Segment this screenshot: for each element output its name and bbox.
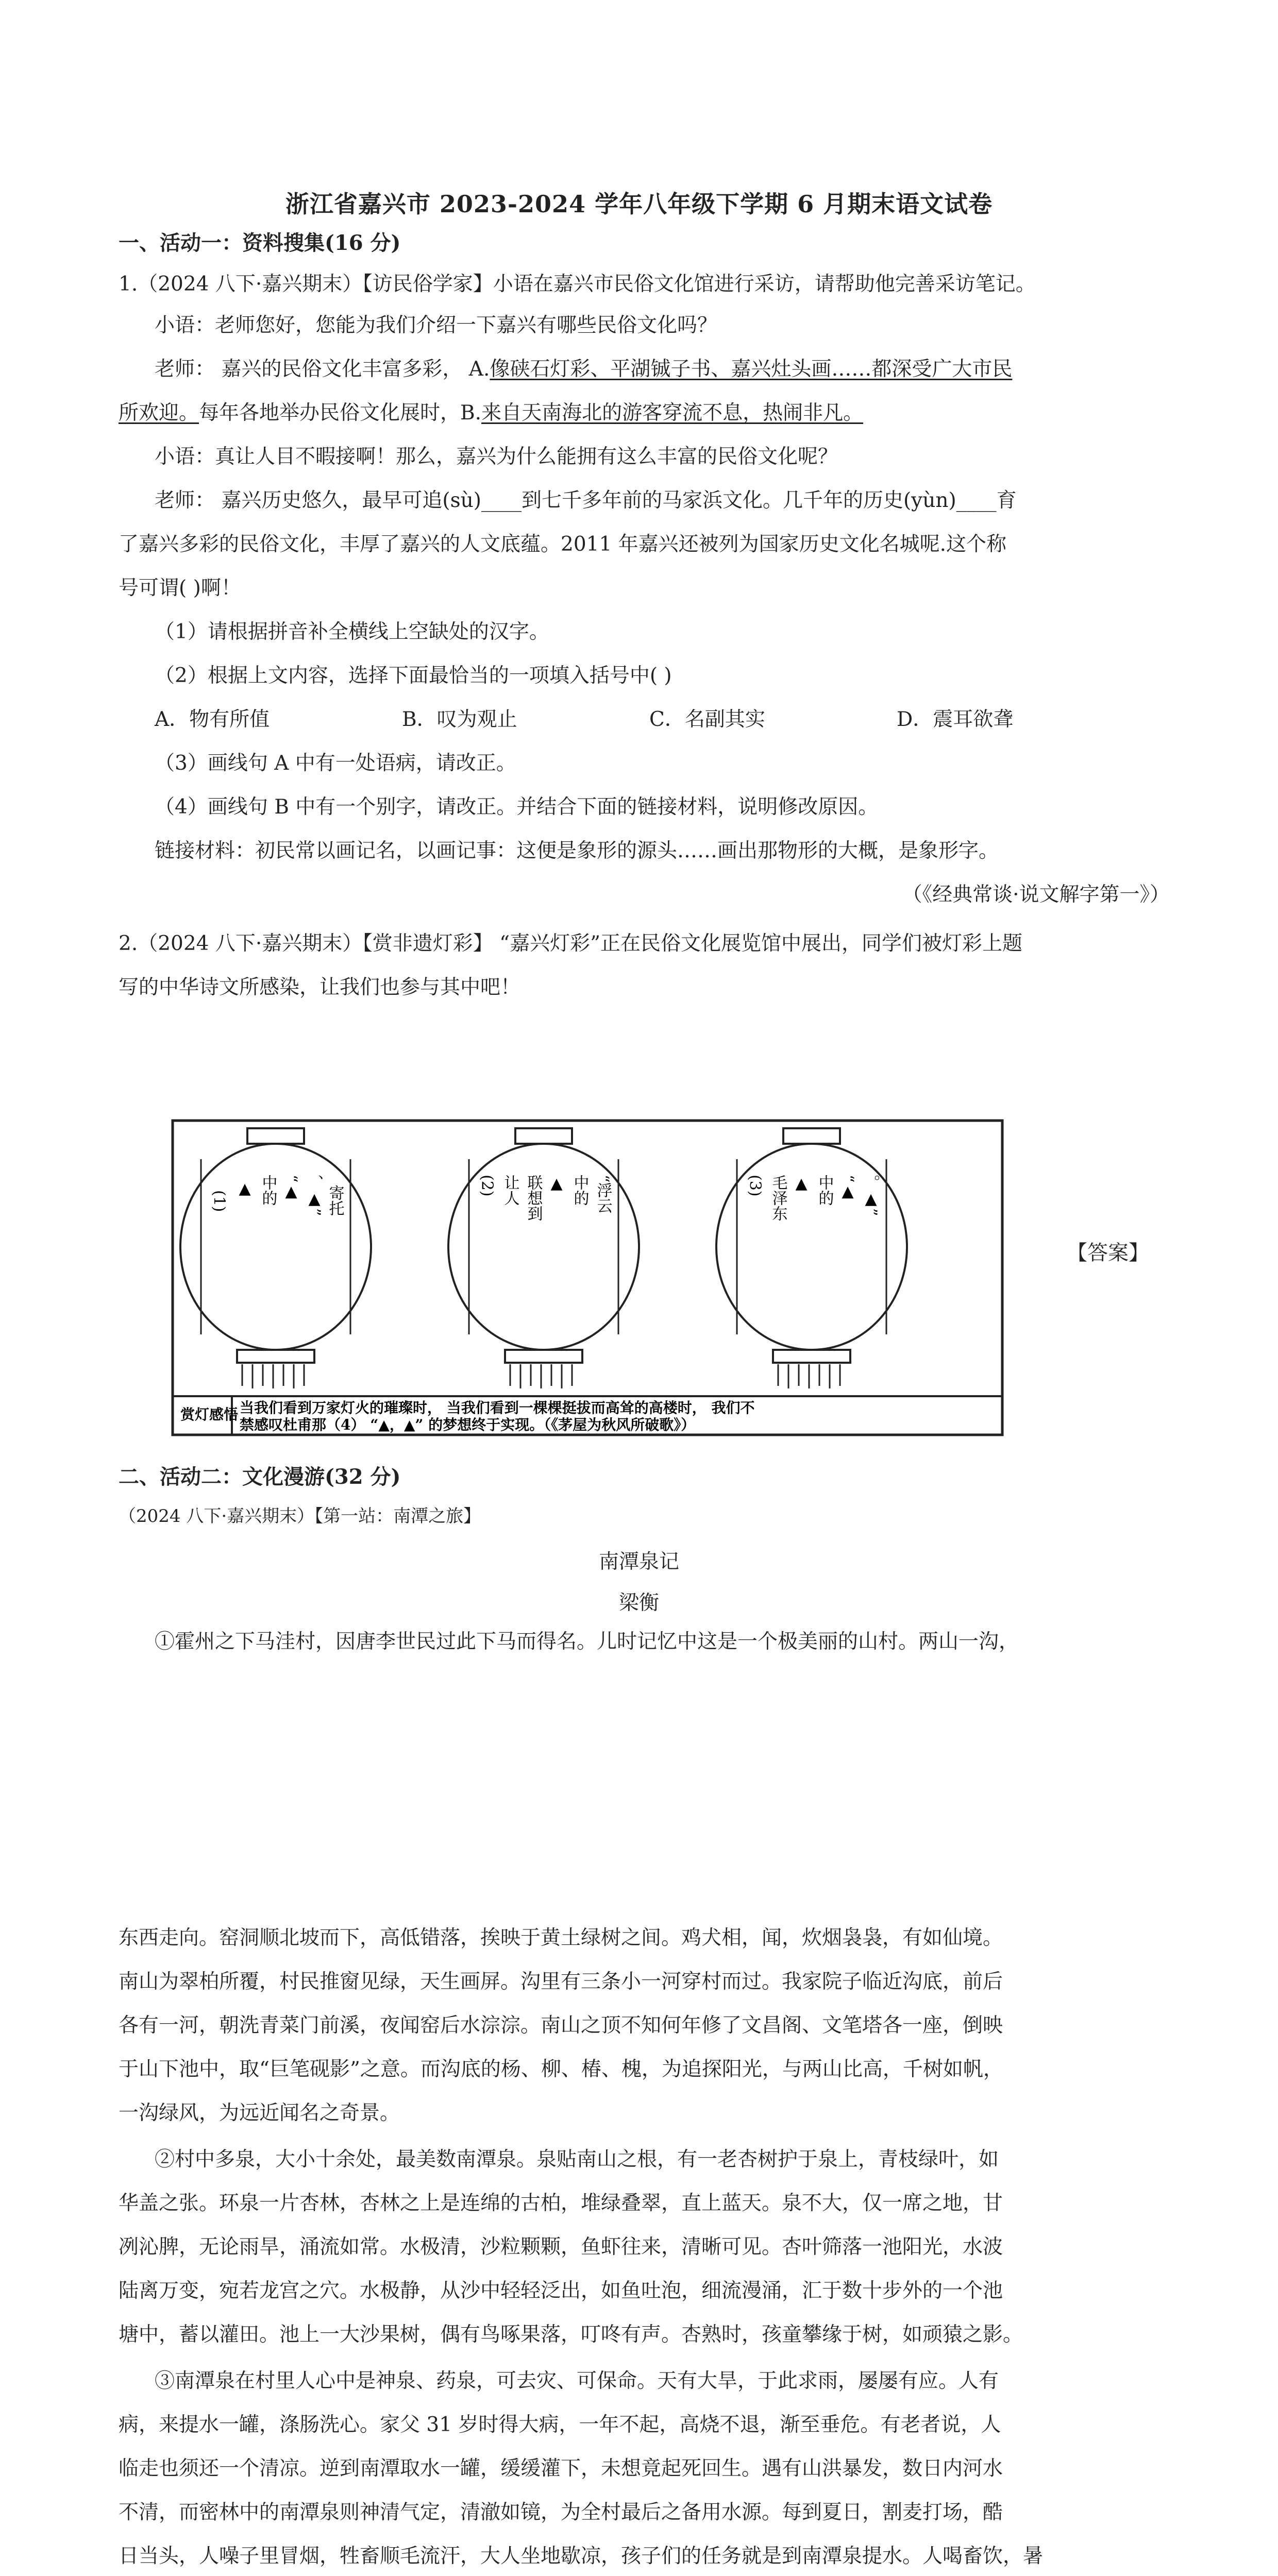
lantern-2 — [448, 1128, 639, 1388]
paragraph-line: 病，来提水一罐，涤肠洗心。家父 31 岁时得大病，一年不起，高烧不退，渐至垂危。有老者说，人 — [119, 2413, 1001, 2436]
paragraph-line: ②村中多泉，大小十余处，最美数南潭泉。泉贴南山之根，有一老杏树护于泉上，青枝绿叶，如 — [155, 2148, 999, 2171]
paragraph-line: 各有一河，朝洗青菜门前溪，夜闻窑后水淙淙。南山之顶不知何年修了文昌阁、文笔塔各一座，倒映 — [119, 2014, 1003, 2037]
lantern-text: ▲ — [236, 1180, 254, 1198]
q1-line: 老师： 嘉兴历史悠久，最早可追(sù)____到七千多年前的马家浜文化。几千年的历史(yùn)____育 — [155, 489, 1017, 512]
page-title: 浙江省嘉兴市 2023-2024 学年八年级下学期 6 月期末语文试卷 — [285, 190, 993, 218]
paragraph-line: 华盖之张。环泉一片杏林，杏林之上是连绵的古柏，堆绿叠翠，直上蓝天。泉不大，仅一席之地，甘 — [119, 2192, 1003, 2215]
q1-intro: 1.（2024 八下·嘉兴期末）【访民俗学家】小语在嘉兴市民俗文化馆进行采访，请帮助他完善采访笔记。 — [119, 273, 1036, 296]
lantern-figure — [170, 1118, 1005, 1437]
lantern-text: ▲ — [547, 1175, 566, 1193]
q1-sub-question: （3）画线句 A 中有一处语病，请改正。 — [155, 752, 516, 775]
option-c: C．名副其实 — [649, 708, 765, 731]
essay-title: 南潭泉记 — [598, 1550, 679, 1573]
link-source: （《经典常谈·说文解字第一》） — [902, 883, 1170, 906]
answer-label: 【答案】 — [1067, 1241, 1149, 1265]
option-a: A．物有所值 — [155, 708, 270, 731]
q1-text: 老师： 嘉兴的民俗文化丰富多彩， A. — [155, 358, 490, 381]
lantern-1 — [180, 1128, 371, 1388]
option-d: D．震耳欲聋 — [897, 708, 1014, 731]
q1-text: 每年各地举办民俗文化展时，B. — [199, 401, 482, 425]
lantern-text: 联想到 — [524, 1175, 543, 1221]
lantern-text: “浮云 — [594, 1175, 612, 1214]
q1-sub-question: （1）请根据拼音补全横线上空缺处的汉字。 — [155, 620, 549, 643]
banner-label: 赏灯感悟 — [180, 1406, 239, 1423]
lantern-text: 毛泽东 — [769, 1175, 787, 1221]
lantern-text: (3) — [746, 1175, 764, 1197]
lantern-text: (2) — [478, 1175, 496, 1197]
q1-line: 了嘉兴多彩的民俗文化，丰厚了嘉兴的人文底蕴。2011 年嘉兴还被列为国家历史文化名城呢.这个称 — [119, 533, 1007, 556]
paragraph-1-start: ①霍州之下马洼村，因唐李世民过此下马而得名。儿时记忆中这是一个极美丽的山村。两山一沟， — [155, 1630, 1019, 1653]
lantern-text: 让人 — [501, 1175, 519, 1206]
q1-line: 号可谓( )啊！ — [119, 577, 241, 600]
banner — [173, 1396, 1002, 1435]
q2-intro: 2.（2024 八下·嘉兴期末）【赏非遗灯彩】 “嘉兴灯彩”正在民俗文化展览馆中展出，同学们被灯彩上题 — [119, 932, 1023, 955]
paragraph-line: 陆离万变，宛若龙宫之穴。水极静，从沙中轻轻泛出，如鱼吐泡，细流漫涌，汇于数十步外的一个池 — [119, 2279, 1003, 2302]
lantern-text: 寄托 — [326, 1185, 344, 1216]
paragraph-line: 一沟绿风，为远近闻名之奇景。 — [119, 2102, 400, 2125]
essay-author: 梁衡 — [618, 1591, 659, 1615]
paragraph-line: ③南潭泉在村里人心中是神泉、药泉，可去灾、可保命。天有大旱，于此求雨，屡屡有应。人有 — [155, 2369, 999, 2393]
section-2-intro: （2024 八下·嘉兴期末）【第一站：南潭之旅】 — [119, 1506, 481, 1527]
blank-gap — [119, 1659, 1170, 1875]
paragraph-line: 临走也须还一个清凉。逆到南潭取水一罐，缓缓灌下，未想竟起死回生。遇有山洪暴发，数日内河水 — [119, 2457, 1003, 2480]
q1-underlined-b: 来自天南海北的游客穿流不息，热闹非凡。 — [481, 401, 864, 425]
paragraph-line: 冽沁脾，无论雨旱，涌流如常。水极清，沙粒颗颗，鱼虾往来，清晰可见。杏叶筛落一池阳光，水波 — [119, 2235, 1003, 2259]
q2-intro: 写的中华诗文所感染，让我们也参与其中吧！ — [119, 976, 521, 999]
lantern-figure-svg — [170, 1118, 1005, 1437]
q1-underlined-a: 像硖石灯彩、平湖铖子书、嘉兴灶头画……都深受广大市民 — [490, 358, 1013, 381]
lantern-text: “▲ — [282, 1175, 300, 1201]
q1-line: 小语：真让人目不暇接啊！那么，嘉兴为什么能拥有这么丰富的民俗文化呢？ — [155, 445, 838, 468]
q1-line — [155, 353, 1206, 382]
lantern-text: 、▲” — [305, 1175, 324, 1216]
lantern-text: (1) — [210, 1190, 228, 1212]
lantern-text: 中的 — [815, 1175, 834, 1206]
lantern-text: 中的 — [570, 1175, 589, 1206]
lantern-text: “▲ — [838, 1175, 857, 1201]
q1-line: 小语：老师您好，您能为我们介绍一下嘉兴有哪些民俗文化吗？ — [155, 314, 718, 337]
section-1-heading: 一、活动一：资料搜集(16 分) — [119, 231, 401, 255]
paragraph-line: 塘中，蓄以灌田。池上一大沙果树，偶有鸟啄果落，叮咚有声。杏熟时，孩童攀缘于树，如顽猿之影。 — [119, 2323, 1023, 2346]
paragraph-line: 不清，而密林中的南潭泉则神清气定，清澈如镜，为全村最后之备用水源。每到夏日，割麦打场，酷 — [119, 2501, 1003, 2524]
paragraph-line: 日当头，人噪子里冒烟，牲畜顺毛流汗，大人坐地歇凉，孩子们的任务就是到南潭泉提水。人喝畜饮，暑 — [119, 2545, 1044, 2568]
lantern-text: ▲ — [792, 1175, 811, 1193]
q1-sub-question: （2）根据上文内容，选择下面最恰当的一项填入括号中( ) — [155, 664, 672, 687]
banner-line: 禁感叹杜甫那（4） “▲，▲” 的梦想终于实现。（《茅屋为秋风所破歌》） — [240, 1416, 696, 1433]
q1-underlined-a-cont: 所欢迎。 — [119, 401, 199, 425]
option-b: B．叹为观止 — [402, 708, 517, 731]
q1-line — [119, 397, 1170, 426]
paragraph-line: 东西走向。窑洞顺北坡而下，高低错落，挨映于黄土绿树之间。鸡犬相，闻，炊烟袅袅，有如仙境。 — [119, 1926, 1003, 1950]
banner-line: 当我们看到万家灯火的璀璨时， 当我们看到一棵棵挺拔而高耸的高楼时， 我们不 — [240, 1399, 755, 1416]
link-material: 链接材料：初民常以画记名，以画记事：这便是象形的源头……画出那物形的大概，是象形字。 — [155, 839, 999, 862]
lantern-text: 中的 — [259, 1175, 277, 1206]
lantern-text: 。▲” — [862, 1175, 880, 1216]
section-2-heading: 二、活动二：文化漫游(32 分) — [119, 1465, 401, 1489]
lantern-3 — [716, 1128, 907, 1388]
paragraph-line: 于山下池中，取“巨笔砚影”之意。而沟底的杨、柳、椿、槐，为追探阳光，与两山比高，千树如帆， — [119, 2058, 1003, 2081]
paragraph-line: 南山为翠柏所覆，村民推窗见绿，天生画屏。沟里有三条小一河穿村而过。我家院子临近沟底，前后 — [119, 1970, 1003, 1993]
q1-options — [155, 703, 1206, 732]
q1-sub-question: （4）画线句 B 中有一个别字，请改正。并结合下面的链接材料，说明修改原因。 — [155, 795, 879, 819]
